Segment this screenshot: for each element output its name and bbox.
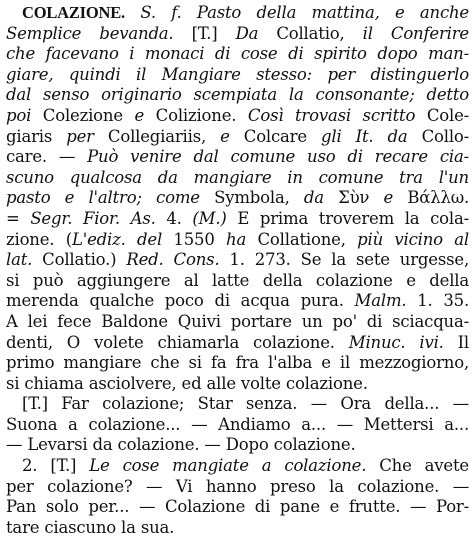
text-run: Il xyxy=(443,332,469,352)
text-run: 1. 273. Se la sete urgesse, xyxy=(219,250,469,270)
text-run: dal senso originario scempiata la consonante; detto xyxy=(6,85,469,105)
text-run: 2. [T.] xyxy=(22,456,90,476)
text-run: [T.] xyxy=(173,23,236,43)
text-run: da xyxy=(303,188,324,208)
text-run: che facevano i monaci di cose di spirito dopo man- xyxy=(6,44,469,64)
entry-line xyxy=(6,374,469,395)
text-run: Σὺν xyxy=(323,188,384,208)
text-run: Segr. Fior. As. xyxy=(30,208,156,228)
text-run: = xyxy=(6,208,31,228)
text-run: Collatione, xyxy=(246,229,358,249)
entry-line xyxy=(6,24,469,45)
text-run: giaris xyxy=(6,126,67,146)
text-run: Collo- xyxy=(407,126,469,146)
text-run: il Conferire xyxy=(362,23,469,43)
entry-line xyxy=(6,188,469,209)
text-run: Colcare xyxy=(229,126,322,146)
text-run: Malm. xyxy=(354,291,407,311)
text-run: E prima troverem la cola- xyxy=(226,208,469,228)
text-run: Pan solo per... — Colazione di pane e frutte. — Por- xyxy=(6,497,469,517)
text-run: per xyxy=(66,126,94,146)
entry-line xyxy=(6,209,469,230)
text-run: care. — xyxy=(6,147,88,167)
text-run: S. f. Pasto della mattina, e anche xyxy=(140,3,469,22)
text-run: più vicino al xyxy=(357,229,469,249)
entry-line xyxy=(6,65,469,86)
entry-line xyxy=(6,477,469,498)
text-run: (M.) xyxy=(192,208,227,228)
text-run: zione. ( xyxy=(6,229,72,249)
text-run: gli It. da xyxy=(321,126,408,146)
text-run: Colezione xyxy=(31,105,135,125)
text-run: A lei fece Baldone Quivi portare un po' di sciacqua- xyxy=(6,311,469,331)
text-run: pasto e l'altro; come xyxy=(6,188,200,208)
entry-line xyxy=(6,394,469,415)
text-run: scuno qualcosa da mangiare in comune tra l'un xyxy=(6,167,469,187)
text-run: Da xyxy=(235,23,259,43)
text-run: 1550 xyxy=(162,229,227,249)
entry-line xyxy=(6,271,469,292)
text-run: Colizione. xyxy=(144,105,248,125)
entry-line xyxy=(6,106,469,127)
text-run: e xyxy=(220,126,230,146)
text-run: merenda qualche poco di acqua pura. xyxy=(6,291,355,311)
entry-line xyxy=(6,147,469,168)
entry-line xyxy=(6,497,469,518)
text-run: 1. 35. xyxy=(406,291,469,311)
text-run: Collatio, xyxy=(258,23,363,43)
headword: COLAZIONE. xyxy=(22,3,125,22)
text-run: per colazione? — Vi hanno preso la colazione. — xyxy=(6,476,469,496)
text-run: [T.] Far colazione; Star senza. — Ora della... — xyxy=(22,394,469,414)
text-run: Collegiariis, xyxy=(93,126,221,146)
entry-line xyxy=(6,3,469,24)
entry-line xyxy=(6,168,469,189)
text-run: Cole- xyxy=(415,105,469,125)
entry-line xyxy=(6,44,469,65)
entry-text xyxy=(6,3,469,538)
entry-line xyxy=(6,353,469,374)
text-run: L'ediz. del xyxy=(71,229,163,249)
text-run: Suona a colazione... — Andiamo a... — Mettersi a... xyxy=(6,414,469,434)
entry-line xyxy=(6,291,469,312)
text-run: Collatio.) xyxy=(32,250,127,270)
text-run xyxy=(125,3,140,22)
text-run: lat. xyxy=(6,250,33,270)
text-run: ha xyxy=(226,229,247,249)
text-run: Semplice bevanda. xyxy=(6,23,174,43)
text-run: Red. Cons. xyxy=(126,250,220,270)
text-run: Le cose mangiate a colazione. xyxy=(89,456,367,476)
text-run: denti, O volete chiamarla colazione. xyxy=(6,332,349,352)
text-run: — Levarsi da colazione. — Dopo colazione. xyxy=(6,435,356,455)
text-run: Minuc. ivi. xyxy=(348,332,444,352)
entry-line xyxy=(6,127,469,148)
entry-line xyxy=(6,230,469,251)
entry-line xyxy=(6,415,469,436)
text-run: si chiama asciolvere, ed alle volte colazione. xyxy=(6,373,368,393)
entry-line xyxy=(6,85,469,106)
text-run: Può venire dal comune uso di recare cia- xyxy=(87,147,469,167)
text-run: Symbola, xyxy=(199,188,304,208)
entry-line xyxy=(6,312,469,333)
text-run: e xyxy=(134,105,145,125)
text-run: Βάλλω. xyxy=(393,188,469,208)
entry-line xyxy=(6,518,469,539)
text-run: tare ciascuno la sua. xyxy=(6,517,175,537)
text-run: primo mangiare che si fa fra l'alba e il mezzogiorno, xyxy=(6,353,469,373)
text-run: Così trovasi scritto xyxy=(247,105,416,125)
text-run: poi xyxy=(6,105,32,125)
entry-line xyxy=(6,435,469,456)
text-run: giare, quindi il Mangiare stesso: per distinguerlo xyxy=(6,64,469,84)
entry-line xyxy=(6,456,469,477)
entry-line xyxy=(6,333,469,354)
text-run: 4. xyxy=(155,208,193,228)
text-run: e xyxy=(383,188,394,208)
entry-line xyxy=(6,250,469,271)
text-run: si può aggiungere al latte della colazione e della xyxy=(6,270,469,290)
text-run: Che avete xyxy=(366,456,469,476)
